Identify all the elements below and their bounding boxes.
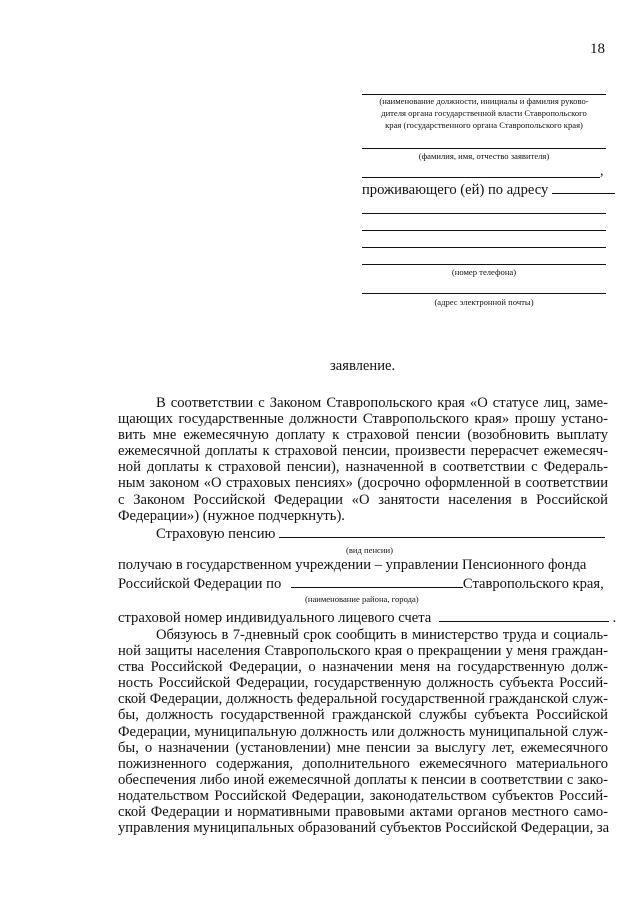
authority-caption-line: (наименование должности, инициалы и фамилия руково- — [379, 96, 589, 106]
text-line: щающих государственные должности Ставропольского края» прошу устано- — [118, 411, 608, 428]
text-line: В соответствии с Законом Ставропольского края «О статусе лиц, заме- — [156, 395, 608, 411]
authority-caption — [362, 95, 606, 131]
snils-row — [118, 608, 616, 627]
address-label: проживающего (ей) по адресу — [362, 182, 549, 198]
phone-caption: (номер телефона) — [451, 267, 517, 277]
text-line: обеспечения либо иной ежемесячной доплаты к пенсии в соответствии с зако- — [118, 771, 608, 788]
text-line: ной защиты населения Ставропольского края о прекращении у меня граждан- — [118, 643, 608, 660]
text-line: ской Федерации и нормативными правовыми актами органов местного само- — [118, 804, 608, 821]
federation-prefix: Российской Федерации по — [118, 576, 282, 592]
applicant-line-2[interactable] — [362, 177, 600, 178]
district-field[interactable] — [291, 574, 463, 588]
text-line: Федерации») (нужное подчеркнуть). — [118, 507, 345, 524]
document-title: заявление. — [330, 358, 396, 374]
text-line: с Законом Российской Федерации «О занятости населения в Российской — [118, 491, 608, 508]
institution-line: получаю в государственном учреждении – управлении Пенсионного фонда — [118, 557, 587, 573]
phone-line[interactable] — [362, 264, 606, 265]
text-line: нодательством Российской Федерации, законодательством субъектов Россий- — [118, 787, 608, 804]
address-line-2[interactable] — [362, 230, 606, 231]
pension-type-field[interactable] — [279, 524, 605, 538]
snils-label: страховой номер индивидуального лицевого счета — [118, 610, 432, 626]
snils-field[interactable] — [439, 608, 609, 622]
paragraph-request — [118, 395, 608, 524]
address-line-1[interactable] — [362, 213, 606, 214]
text-line: управления муниципальных образований субъектов Российской Федерации, за — [118, 820, 610, 837]
address-field[interactable] — [552, 181, 615, 194]
federation-row — [118, 574, 604, 593]
pension-row — [156, 524, 605, 543]
page-number: 18 — [590, 41, 605, 57]
text-line: пожизненного содержания, дополнительного ежемесячного материального — [118, 755, 608, 772]
text-line: бы, о назначении (установлении) мне пенсии за выслугу лет, ежемесячного — [118, 739, 608, 756]
text-line: ежемесячной доплаты к страховой пенсии, произвести перерасчет ежемесяч- — [118, 443, 608, 460]
pension-caption: (вид пенсии) — [346, 545, 393, 555]
email-caption: (адрес электронной почты) — [434, 297, 534, 307]
paragraph-obligation — [118, 627, 608, 836]
text-line: вить мне ежемесячную доплату к страховой пенсии (возобновить выплату — [118, 427, 608, 444]
snils-end: . — [612, 610, 617, 626]
email-line[interactable] — [362, 293, 606, 294]
address-row — [362, 181, 615, 199]
comma: , — [600, 164, 604, 179]
text-line: ной доплаты к страховой пенсии), назначенной в соответствии с Федераль- — [118, 459, 608, 476]
text-line: ным законом «О страховых пенсиях» (досрочно оформленной в соответствии — [118, 475, 608, 492]
text-line: бы, должность государственной гражданской службы субъекта Российской — [118, 707, 608, 724]
authority-caption-line: края (государственного органа Ставропольского края) — [385, 120, 583, 130]
address-line-3[interactable] — [362, 247, 606, 248]
pension-label: Страховую пенсию — [156, 526, 276, 542]
federation-suffix: Ставропольского края, — [462, 576, 604, 592]
applicant-caption: (фамилия, имя, отчество заявителя) — [418, 151, 550, 161]
applicant-line[interactable] — [362, 148, 606, 149]
authority-caption-line: дителя органа государственной власти Ставропольского — [381, 108, 587, 118]
district-caption: (наименование района, города) — [305, 594, 419, 604]
text-line: ность Российской Федерации, государственную должность субъекта Россий- — [118, 675, 608, 692]
text-line: Обязуюсь в 7-дневный срок сообщить в министерство труда и социаль- — [156, 627, 608, 643]
text-line: ской Федерации, должность федеральной государственной гражданской служ- — [118, 691, 608, 708]
text-line: ства Российской Федерации, о назначении меня на государственную долж- — [118, 659, 608, 676]
text-line: Федерации, муниципальную должность или должность муниципальной служ- — [118, 723, 608, 740]
